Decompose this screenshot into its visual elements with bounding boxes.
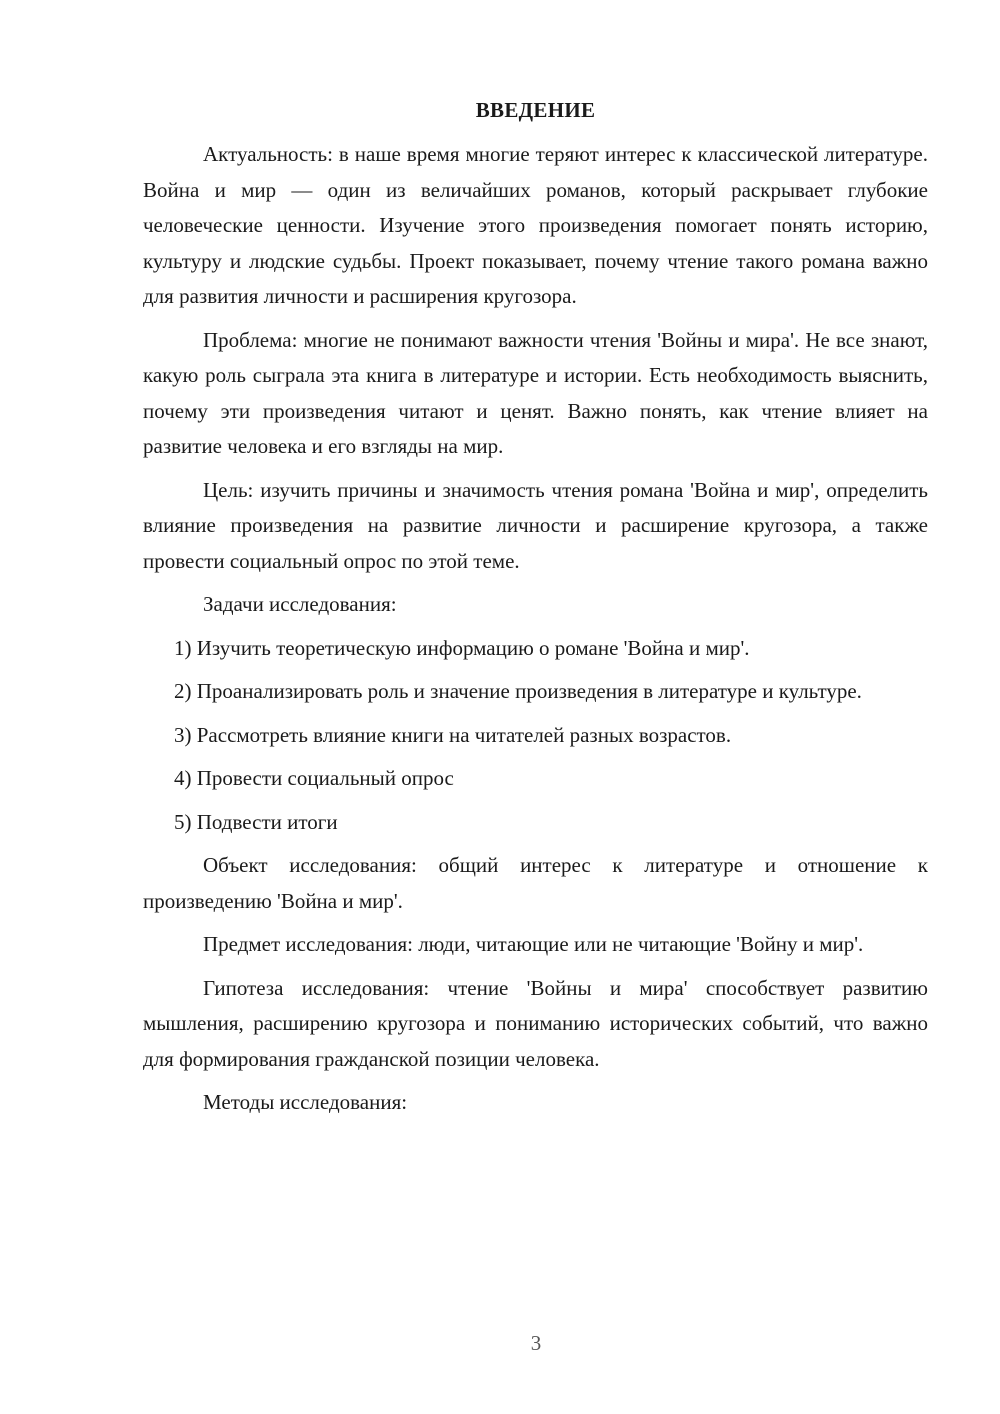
subject-paragraph: Предмет исследования: люди, читающие или не читающие 'Войну и мир'.: [203, 932, 864, 956]
problem-paragraph: Проблема: многие не понимают важности чтения 'Войны и мира'. Не все знают, какую роль сыграла эта книга в литературе и истории. Есть необходимость выяснить, почему эти произведения читают и ценят. Важно понять, как чтение влияет на развитие человека и его взгляды на мир.: [143, 327, 928, 458]
task-item: 2) Проанализировать роль и значение произведения в литературе и культуре.: [174, 679, 862, 703]
page-number: 3: [530, 1331, 542, 1355]
task-item: 3) Рассмотреть влияние книги на читателей разных возрастов.: [174, 722, 732, 747]
goal-paragraph: Цель: изучить причины и значимость чтения романа 'Война и мир', определить влияние произведения на развитие личности и расширение кругозора, а также провести социальный опрос по этой теме.: [143, 477, 928, 573]
task-item: 1) Изучить теоретическую информацию о романе 'Война и мир'.: [174, 635, 750, 660]
tasks-heading: Задачи исследования:: [203, 592, 397, 616]
object-paragraph: Объект исследования: общий интерес к литературе и отношение к произведению 'Война и мир'.: [143, 853, 928, 913]
hypothesis-paragraph: Гипотеза исследования: чтение 'Войны и мира' способствует развитию мышления, расширению кругозора и пониманию исторических событий, что важно для формирования гражданской позиции человека.: [143, 975, 928, 1071]
section-title: ВВЕДЕНИЕ: [475, 98, 596, 122]
methods-heading: Методы исследования:: [203, 1090, 408, 1114]
task-item: 5) Подвести итоги: [174, 809, 338, 834]
task-item: 4) Провести социальный опрос: [174, 766, 454, 790]
relevance-paragraph: Актуальность: в наше время многие теряют интерес к классической литературе. Война и мир — один из величайших романов, который раскрывает глубокие человеческие ценности. Изучение этого произведения помогает понять историю, культуру и людские судьбы. Проект показывает, почему чтение такого романа важно для развития личности и расширения кругозора.: [143, 142, 928, 308]
document-page: [143, 95, 928, 1129]
